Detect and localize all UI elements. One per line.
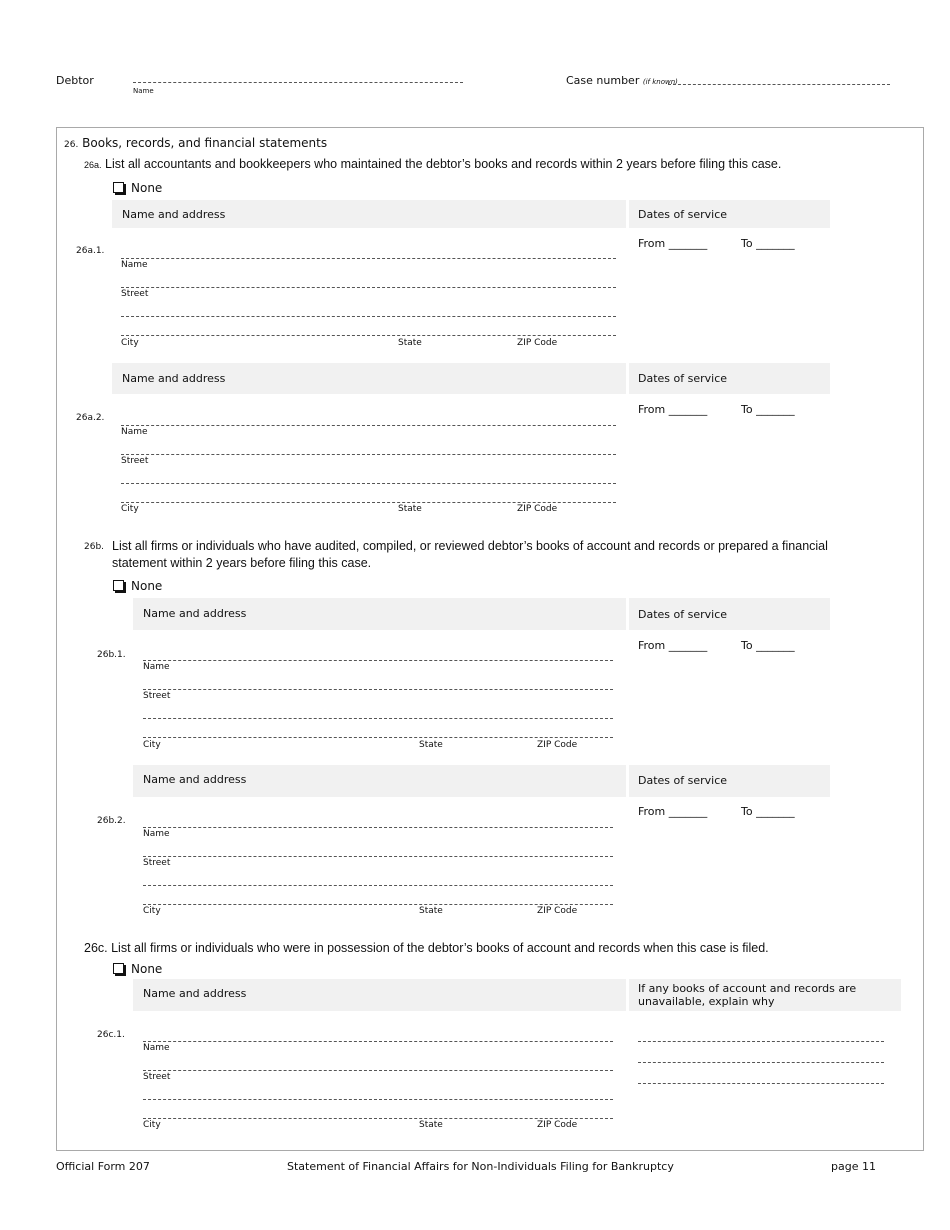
state-caption: State [419, 1120, 443, 1130]
street-field-2[interactable] [121, 483, 616, 484]
zip-caption: ZIP Code [517, 338, 558, 348]
city-state-zip-field[interactable] [121, 335, 616, 336]
street-field[interactable] [143, 856, 613, 857]
footer-form-title: Statement of Financial Affairs for Non-Individuals Filing for Bankruptcy [287, 1160, 674, 1173]
checkbox-icon[interactable] [113, 182, 124, 193]
name-address-header-text: Name and address [143, 987, 247, 1000]
city-state-zip-field[interactable] [121, 502, 616, 503]
none-label: None [131, 579, 163, 593]
name-address-header [133, 979, 626, 1011]
city-state-zip-field[interactable] [143, 737, 613, 738]
zip-caption: ZIP Code [517, 504, 558, 514]
street-field[interactable] [121, 287, 616, 288]
explain-field-2[interactable] [638, 1062, 884, 1063]
explain-field-3[interactable] [638, 1083, 884, 1084]
from-date-field[interactable]: From _______ [638, 403, 708, 416]
name-address-header-text: Name and address [122, 208, 226, 221]
name-address-header-text: Name and address [143, 607, 247, 620]
street-caption: Street [121, 456, 149, 466]
to-date-field[interactable]: To _______ [741, 805, 795, 818]
street-field-2[interactable] [143, 718, 613, 719]
explain-header-line2: unavailable, explain why [638, 995, 775, 1008]
street-caption: Street [143, 691, 171, 701]
name-caption: Name [121, 427, 148, 437]
name-field[interactable] [121, 425, 616, 426]
city-caption: City [143, 1120, 161, 1130]
entry-id: 26a.2. [76, 413, 105, 423]
entry-id: 26c.1. [97, 1030, 125, 1040]
street-field-2[interactable] [143, 1099, 613, 1100]
case-number-text: Case number [566, 74, 640, 87]
name-address-header [133, 598, 626, 630]
checkbox-icon[interactable] [113, 963, 124, 974]
city-state-zip-field[interactable] [143, 1118, 613, 1119]
from-date-field[interactable]: From _______ [638, 639, 708, 652]
explain-header [629, 979, 901, 1011]
name-address-header [133, 765, 626, 797]
state-caption: State [398, 504, 422, 514]
name-field[interactable] [121, 258, 616, 259]
dates-header [629, 765, 830, 797]
dates-header-text: Dates of service [638, 208, 728, 221]
debtor-label: Debtor [56, 74, 94, 87]
name-caption: Name [121, 260, 148, 270]
case-number-field[interactable] [668, 84, 890, 85]
section-number: 26. [64, 140, 79, 150]
name-caption: Name [143, 662, 170, 672]
q26b-number: 26b. [84, 542, 105, 552]
name-caption: Name [143, 1043, 170, 1053]
name-field[interactable] [143, 827, 613, 828]
street-field[interactable] [121, 454, 616, 455]
q26a-question [84, 157, 781, 171]
state-caption: State [419, 906, 443, 916]
checkbox-icon[interactable] [113, 580, 124, 591]
entry-id: 26a.1. [76, 246, 105, 256]
zip-caption: ZIP Code [537, 740, 578, 750]
name-address-header-text: Name and address [122, 372, 226, 385]
street-caption: Street [143, 1072, 171, 1082]
q26a-none-option[interactable] [113, 181, 162, 195]
name-address-header [112, 363, 626, 394]
state-caption: State [398, 338, 422, 348]
if-known-note: (if known) [642, 78, 678, 86]
street-field-2[interactable] [143, 885, 613, 886]
to-date-field[interactable]: To _______ [741, 237, 795, 250]
to-date-field[interactable]: To _______ [741, 639, 795, 652]
q26c-none-option[interactable] [113, 962, 162, 976]
debtor-name-caption: Name [133, 87, 154, 95]
name-field[interactable] [143, 660, 613, 661]
q26b-text-line1: List all firms or individuals who have audited, compiled, or reviewed debtor’s books of account and records or prepared a financial [112, 539, 828, 553]
zip-caption: ZIP Code [537, 1120, 578, 1130]
street-field[interactable] [143, 1070, 613, 1071]
entry-id: 26b.1. [97, 650, 126, 660]
city-caption: City [121, 338, 139, 348]
none-label: None [131, 962, 163, 976]
q26a-text: List all accountants and bookkeepers who maintained the debtor’s books and records within 2 years before filing this case. [105, 157, 782, 171]
q26b-text-line2: statement within 2 years before filing this case. [112, 556, 372, 570]
none-label: None [131, 181, 163, 195]
state-caption: State [419, 740, 443, 750]
explain-header-line1: If any books of account and records are [638, 982, 857, 995]
case-number-label [566, 74, 678, 87]
street-field[interactable] [143, 689, 613, 690]
footer-page-number: page 11 [831, 1160, 876, 1173]
debtor-name-field[interactable] [133, 82, 463, 83]
name-address-header-text: Name and address [143, 773, 247, 786]
city-state-zip-field[interactable] [143, 904, 613, 905]
from-date-field[interactable]: From _______ [638, 237, 708, 250]
zip-caption: ZIP Code [537, 906, 578, 916]
street-field-2[interactable] [121, 316, 616, 317]
dates-header [629, 598, 830, 630]
dates-header-text: Dates of service [638, 372, 728, 385]
dates-header [629, 200, 830, 228]
name-field[interactable] [143, 1041, 613, 1042]
name-address-header [112, 200, 626, 228]
city-caption: City [143, 906, 161, 916]
section-title-text: Books, records, and financial statements [82, 136, 328, 150]
footer-form-name: Official Form 207 [56, 1160, 150, 1173]
q26a-number: 26a. [84, 160, 102, 170]
name-caption: Name [143, 829, 170, 839]
entry-id: 26b.2. [97, 816, 126, 826]
dates-header [629, 363, 830, 394]
city-caption: City [121, 504, 139, 514]
city-caption: City [143, 740, 161, 750]
explain-field-1[interactable] [638, 1041, 884, 1042]
q26b-none-option[interactable] [113, 579, 162, 593]
street-caption: Street [121, 289, 149, 299]
to-date-field[interactable]: To _______ [741, 403, 795, 416]
dates-header-text: Dates of service [638, 608, 728, 621]
street-caption: Street [143, 858, 171, 868]
section-title [64, 136, 327, 150]
q26c-text: 26c. List all firms or individuals who were in possession of the debtor’s books of account and records when this case is filed. [84, 941, 769, 955]
dates-header-text: Dates of service [638, 774, 728, 787]
from-date-field[interactable]: From _______ [638, 805, 708, 818]
